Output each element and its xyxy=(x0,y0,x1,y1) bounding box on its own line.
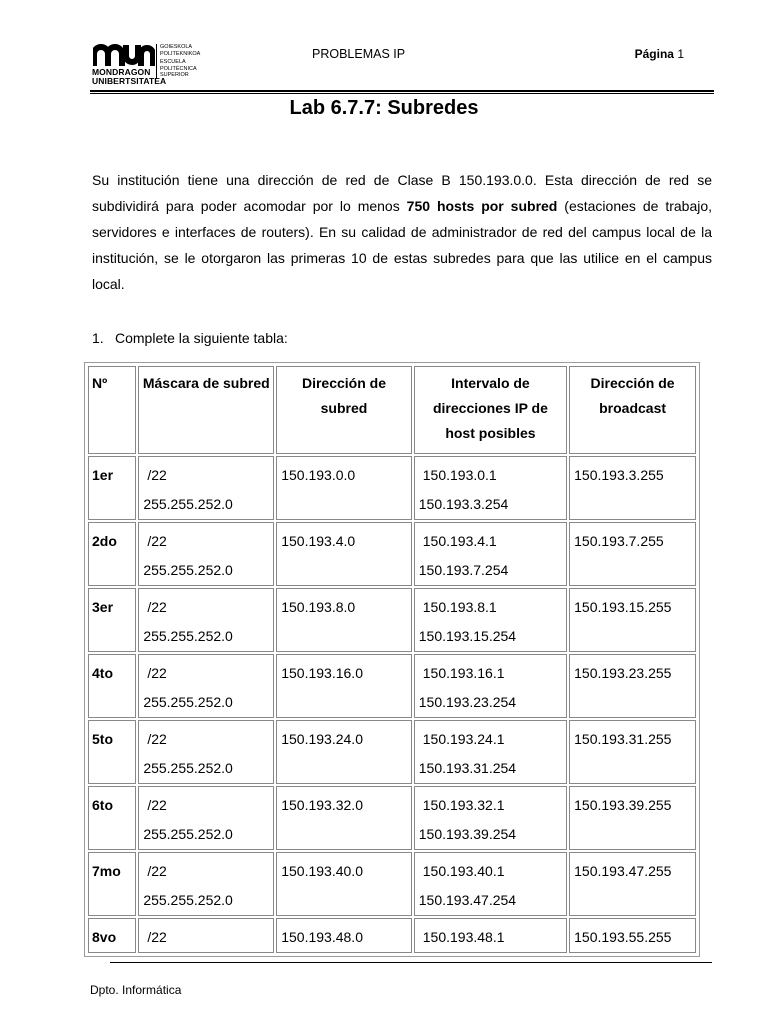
cell-host-range: 150.193.32.1 150.193.39.254 xyxy=(414,786,567,850)
cell-host-range: 150.193.8.1 150.193.15.254 xyxy=(414,588,567,652)
cell-subnet: 150.193.32.0 xyxy=(276,786,412,850)
cell-subnet: 150.193.8.0 xyxy=(276,588,412,652)
logo-name-line2: UNIBERTSITATEA xyxy=(92,76,167,86)
cell-subnet: 150.193.40.0 xyxy=(276,852,412,916)
university-logo xyxy=(90,42,206,90)
intro-paragraph: Su institución tiene una dirección de red de Clase B 150.193.0.0. Esta dirección de red se subdividirá para poder acomodar por lo menos 750 hosts por subred (estaciones de trabajo, servidores e interfaces de routers). En su calidad de administrador de red del campus local de la institución, se le otorgaron las primeras 10 de estas subredes para que las utilice en el campus local. xyxy=(92,172,713,292)
subnet-table-wrapper xyxy=(84,362,700,957)
cell-number: 5to xyxy=(88,720,136,784)
cell-number: 8vo xyxy=(88,918,136,953)
page-header xyxy=(90,42,712,92)
cell-mask: /22 xyxy=(138,918,274,953)
table-row xyxy=(88,720,696,784)
cell-host-range: 150.193.0.1 150.193.3.254 xyxy=(414,456,567,520)
table-row xyxy=(88,852,696,916)
cell-broadcast: 150.193.31.255 xyxy=(569,720,696,784)
footer-department: Dpto. Informática xyxy=(90,983,182,997)
logo-subtitle: GOIESKOLA POLITEKNIKOA ESCUELA POLITÉCNICA SUPERIOR xyxy=(156,44,200,79)
cell-host-range: 150.193.40.1 150.193.47.254 xyxy=(414,852,567,916)
cell-subnet: 150.193.0.0 xyxy=(276,456,412,520)
table-row xyxy=(88,456,696,520)
cell-mask: /22 255.255.252.0 xyxy=(138,522,274,586)
cell-host-range: 150.193.24.1 150.193.31.254 xyxy=(414,720,567,784)
cell-number: 6to xyxy=(88,786,136,850)
footer-divider xyxy=(110,962,712,963)
header-divider xyxy=(90,90,714,92)
table-row xyxy=(88,654,696,718)
table-row xyxy=(88,588,696,652)
table-row xyxy=(88,918,696,953)
header-subnet: Dirección de subred xyxy=(276,366,412,454)
cell-number: 1er xyxy=(88,456,136,520)
cell-mask: /22 255.255.252.0 xyxy=(138,786,274,850)
cell-host-range: 150.193.48.1 xyxy=(414,918,567,953)
document-title: PROBLEMAS IP xyxy=(312,47,406,61)
table-header-row xyxy=(88,366,696,454)
cell-number: 2do xyxy=(88,522,136,586)
cell-broadcast: 150.193.3.255 xyxy=(569,456,696,520)
cell-number: 3er xyxy=(88,588,136,652)
question-1: 1. Complete la siguiente tabla: xyxy=(92,330,288,346)
lab-title: Lab 6.7.7: Subredes xyxy=(289,97,479,119)
header-broadcast: Dirección de broadcast xyxy=(569,366,696,454)
page-indicator: Página 1 xyxy=(634,47,684,61)
intro-bold: 750 hosts por subred xyxy=(406,198,558,214)
cell-mask: /22 255.255.252.0 xyxy=(138,852,274,916)
cell-broadcast: 150.193.23.255 xyxy=(569,654,696,718)
cell-host-range: 150.193.16.1 150.193.23.254 xyxy=(414,654,567,718)
cell-subnet: 150.193.24.0 xyxy=(276,720,412,784)
header-host-range: Intervalo de direcciones IP de host posibles xyxy=(414,366,567,454)
cell-number: 7mo xyxy=(88,852,136,916)
cell-mask: /22 255.255.252.0 xyxy=(138,720,274,784)
header-mask: Máscara de subred xyxy=(138,366,274,454)
cell-subnet: 150.193.16.0 xyxy=(276,654,412,718)
cell-number: 4to xyxy=(88,654,136,718)
cell-broadcast: 150.193.47.255 xyxy=(569,852,696,916)
cell-subnet: 150.193.48.0 xyxy=(276,918,412,953)
cell-broadcast: 150.193.39.255 xyxy=(569,786,696,850)
cell-host-range: 150.193.4.1 150.193.7.254 xyxy=(414,522,567,586)
cell-subnet: 150.193.4.0 xyxy=(276,522,412,586)
cell-broadcast: 150.193.15.255 xyxy=(569,588,696,652)
cell-mask: /22 255.255.252.0 xyxy=(138,588,274,652)
table-row xyxy=(88,786,696,850)
table-row xyxy=(88,522,696,586)
logo-name-line1: MONDRAGON xyxy=(92,67,151,77)
cell-broadcast: 150.193.55.255 xyxy=(569,918,696,953)
header-number: Nº xyxy=(88,366,136,454)
subnet-table xyxy=(86,364,698,955)
cell-mask: /22 255.255.252.0 xyxy=(138,456,274,520)
header-divider-thin xyxy=(90,93,714,94)
cell-broadcast: 150.193.7.255 xyxy=(569,522,696,586)
cell-mask: /22 255.255.252.0 xyxy=(138,654,274,718)
page-number: 1 xyxy=(677,47,684,61)
mondragon-logo-mark xyxy=(93,42,155,67)
